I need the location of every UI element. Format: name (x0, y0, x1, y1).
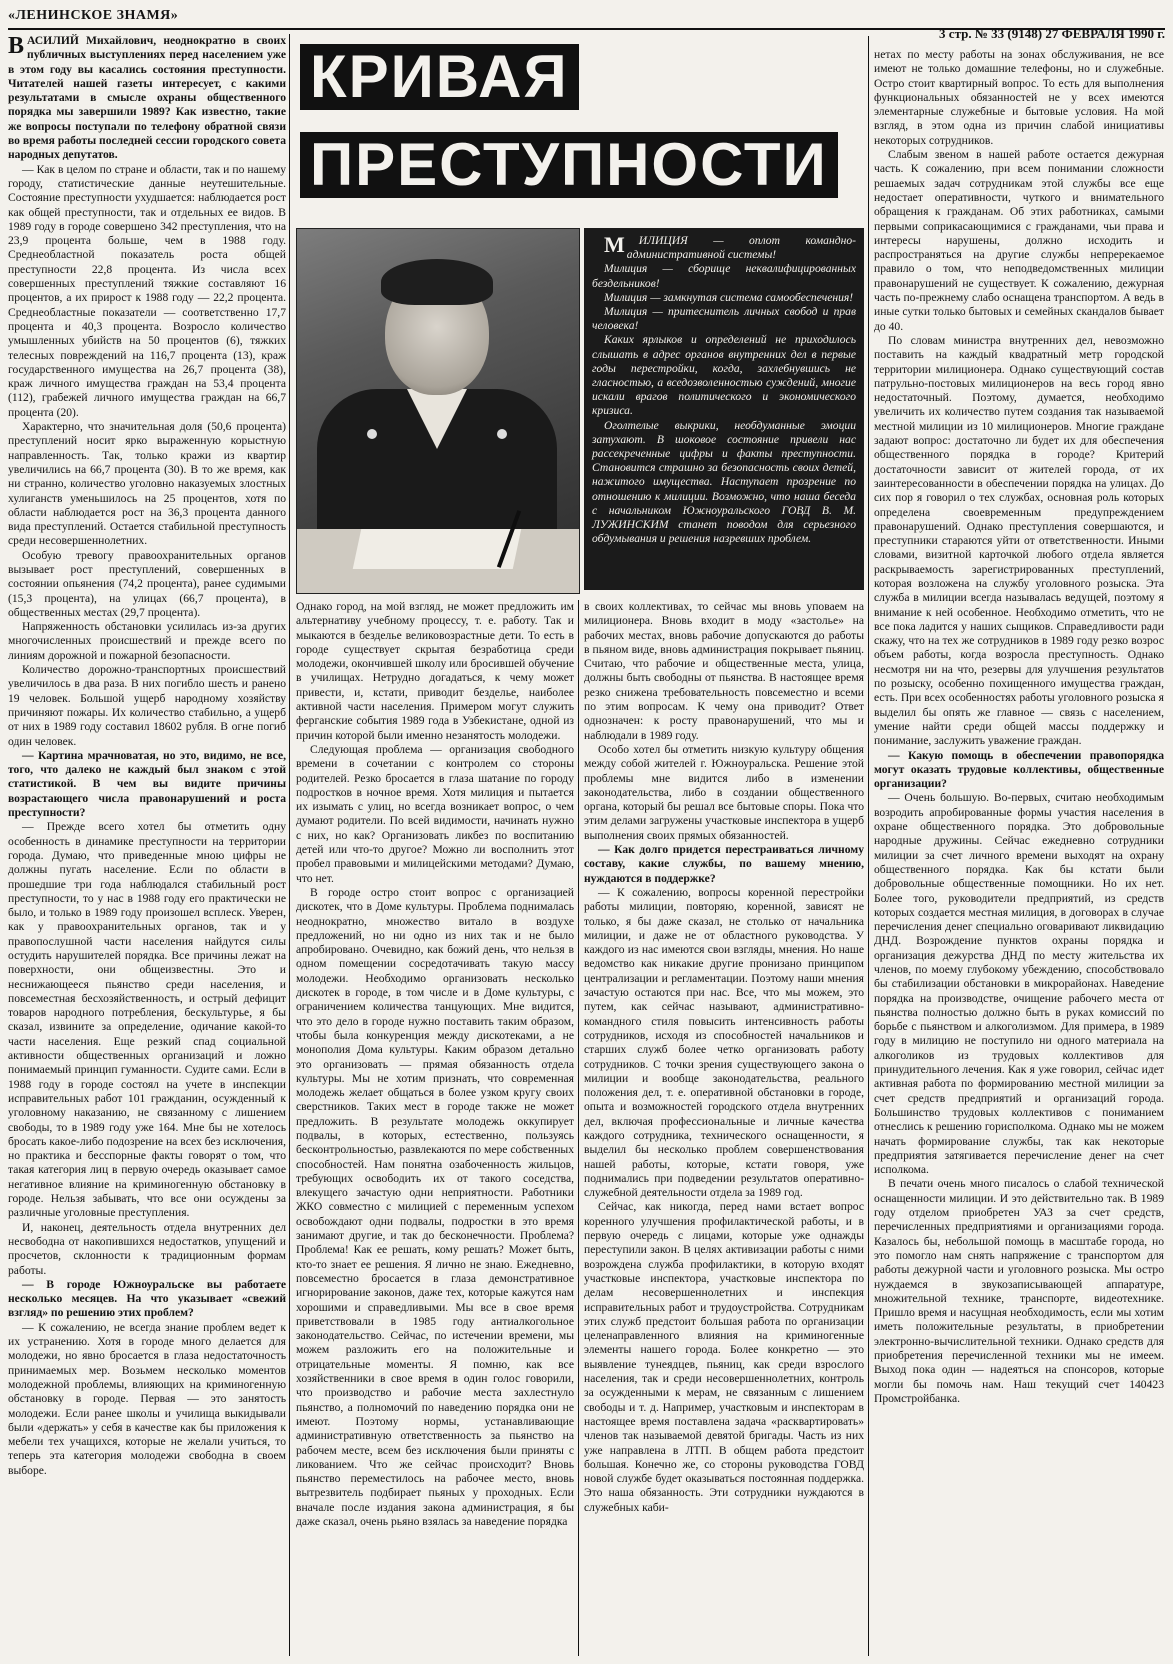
intro-paragraph: Милиция — притеснитель личных свобод и прав человека! (592, 305, 856, 333)
lead-dropcap: В (8, 34, 25, 59)
body-paragraph: По словам министра внутренних дел, невозможно поставить на каждый квадратный метр городской территории милиционера. Однако существующий состав патрульно-постовых милиционеров на весь город явно недостаточный. Поэтому, думается, необходимо увеличить их количество путем создания так называемой местной милиции из 10 милиционеров. Многие граждане задают вопрос: достаточно ли будет их для обеспечения общественного порядка в городе? Критерий достаточности зависит от жителей города, от их заинтересованности в обеспечении порядка на улицах. До сих пор я говорил о тех службах, основная роль которых определена своевременным предупреждением правонарушений. Однако преступления совершаются, и преступники стараются уйти от ответственности. Иными словами, визитной карточкой любого отдела является раскрываемость зарегистрированных преступлений, которая возложена на службу уголовного розыска. Эта служба в милиции всегда называлась ведущей, поэтому я внимание к ней особенное. Необходимо отметить, что не все пока ладится у наших сыщиков. Справедливости ради скажу, что на тех же сотрудников в 1989 году резко возрос объем работы, когда возросла преступность. Однако несмотря ни на что, резервы для улучшения результатов по розыску, особенно похищенного имущества граждан, есть. При всех особенностях работы уголовного розыска я выделил бы опять же главное — связь с населением, умение найти среди общей массы поддержку и понимание, заслужить уважение граждан. (874, 333, 1164, 748)
headline-line-2: ПРЕСТУПНОСТИ (300, 132, 838, 198)
body-paragraph: Однако город, на мой взгляд, не может предложить им альтернативу учебному процессу, т. е. работу. Так и мыкаются в безделье великовозрастные дети. То есть в городе существует скрытая безработица среди молодежи, окончившей школу или бросившей обучение в училищах. Нетрудно догадаться, к чему может привести, и, кстати, приводит безделье, наиболее активной части населения. Примером могут служить ферганские события 1989 года в Узбекистане, одной из причин которой были именно незанятость молодежи. (296, 600, 574, 742)
article-column-1 (8, 34, 286, 1654)
body-paragraph: — Прежде всего хотел бы отметить одну особенность в динамике преступности на территории города. Думаю, что приведенные мною цифры не должны пугать население. Если по области в прошедшие три года наблюдался стабильный рост преступности, то у нас в 1988 году его практически не было, и только в 1989 году произошел всплеск. Уверен, как у правоохранительных органов, так и у правопослушной части населения найдутся силы остудить нарушителей порядка. Все причины лежат на поверхности, они общеизвестны. Это и неснижающееся пьянство среди населения, и повсеместная бесхозяйственность, и острый дефицит товаров народного потребления, бескультурье, я бы сказал, извините за определение, одичание какой-то части населения. Еще резкий спад социальной активности общественных организаций и ложно понимаемый принцип гуманности. Судите сами. Если в 1988 году в городе состоял на учете в инспекции исправительных работ 101 гражданин, осужденный к уголовному наказанию, не связанному с лишением свободы, то в 1989 году уже 164. Мне бы не хотелось бросать какое-либо подозрение на всех без исключения, но практика и бесспорные факты говорят о том, что такая категория лиц в первую очередь оказывает самое негативное влияние на криминогенную обстановку в городе. Нельзя забывать, что все они осуждены за различные уголовные преступления. (8, 820, 286, 1220)
body-paragraph: Напряженность обстановки усилилась из-за других многочисленных происшествий и прежде всего по линиям дорожной и пожарной безопасности. (8, 620, 286, 662)
interview-question: — В городе Южноуральске вы работаете несколько месяцев. На что указывает «свежий взгляд» по решению этих проблем? (8, 1277, 286, 1320)
body-paragraph: Особо хотел бы отметить низкую культуру общения между собой жителей г. Южноуральска. Решение этой проблемы мне видится либо в изменении законодательства, либо в создании общественного органа, который бы решал все бытовые споры. Пока что этим делами загружены участковые инспектора в ущерб выполнения своих прямых обязанностей. (584, 742, 864, 842)
intro-paragraph: М ИЛИЦИЯ — оплот командно-административной системы! (592, 234, 856, 262)
body-paragraph: — Как в целом по стране и области, так и по нашему городу, статистические данные неутешительные. Состояние преступности ухудшается: наблюдается рост как общей преступности, так и отдельных ее видов. В 1989 году в городе совершено 342 преступления, что на 23,9 процента больше, чем в 1988 году. Среднеобластной показатель роста общей преступности 22,8 процента. Из числа всех совершенных преступлений тяжкие составляют 16 процентов, а их прирост к 1988 году — 22,2 процента. Среднеобластные показатели — соответственно 17,7 процента и 40,3 процента. Возросло количество умышленных убийств на 50 процентов (6), тяжких телесных повреждений на 116,7 процента (13), краж государственного имущества на 26,7 процента (38), краж личного имущества граждан на 53,4 процента (112), грабежей личного имущества граждан на 66,7 процента (20). (8, 162, 286, 419)
paper-name: «ЛЕНИНСКОЕ ЗНАМЯ» (8, 8, 179, 23)
interview-question: — Картина мрачноватая, но это, видимо, не все, того, что далеко не каждый был знаком с этой статистикой. В чем вы видите причины возрастающего числа правонарушений и роста преступности? (8, 748, 286, 820)
hair-shape (381, 259, 493, 305)
body-paragraph: Характерно, что значительная доля (50,6 процента) преступлений носит ярко выраженную корыстную направленность. Так, только кражи из квартир увеличились на 66,7 процента (30). В то же время, как ни странно, количество уголовно наказуемых злостных хулиганств уменьшилось на 25 процентов, хотя по области наблюдается рост на 36,3 процента данного вида преступлений. Остается стабильной преступность среди несовершеннолетних. (8, 420, 286, 548)
intro-paragraph: Оголтелые выкрики, необдуманные эмоции затухают. В шоковое состояние привели нас рассекреченные цифры и факты преступности. Становится страшно за безопасность своих детей, нажитого имущества. Наступает прозрение по отношению к милиции. Возможно, что наша беседа с начальником Южноуральского ГОВД В. М. ЛУЖИНСКИМ станет поводом для серьезного обдумывания и решения назревших проблем. (592, 418, 856, 546)
intro-paragraph: Каких ярлыков и определений не приходилось слышать в адрес органов внутренних дел в первые годы перестройки, когда, захлебнувшись не гласностью, а вседозволенностью суждений, многие искали врагов политического и экономического кризиса. (592, 333, 856, 418)
body-paragraph: И, наконец, деятельность отдела внутренних дел несвободна от накопившихся недостатков, упущений и просчетов, склонности к традиционным формам работы. (8, 1220, 286, 1277)
body-paragraph: Слабым звеном в нашей работе остается дежурная часть. К сожалению, при всем понимании сложности решаемых задач сотрудникам этой службы все еще недостает оперативности, чуткого и внимательного обращения к гражданам. Об этих работниках, самыми первыми соприкасающимися с гражданами, чьи права и интересы нарушены, должно исходить и распространяться на другие службы непререкаемое правило о том, что неподведомственных милиции правонарушений не существует. К сожалению, дежурная часть по-прежнему слабо оснащена транспортом. А ведь в иные сутки только бытовых и семейных скандалов бывает до 40. (874, 148, 1164, 333)
intro-paragraph: Милиция — замкнутая система самообеспечения! (604, 290, 854, 304)
lead-paragraph: ВАСИЛИЙ Михайлович, неоднократно в своих публичных выступлениях перед населением уже в этом году вы касались состояния преступности. Читателей нашей газеты интересует, с какими результатами в смысле охраны общественного порядка мы завершили 1989? Как известно, такие же вопросы поступали по телефону обратной связи во время работы последней сессии городского совета народных депутатов. (8, 34, 286, 162)
shoulder-star-icon (367, 429, 377, 439)
intro-dropcap: М (604, 232, 625, 257)
body-paragraph: Сейчас, как никогда, перед нами встает вопрос коренного улучшения профилактической работы, и в первую очередь с лицами, которые уже однажды переступили закон. В целях активизации работы с ними возрождена служба профилактики, в которую входят участковые инспектора, участковые инспектора по делам несовершеннолетних и инспекция исправительных работ и трудоустройства. Сотрудникам этих служб предстоит большая работа по организации целенаправленного влияния на криминогенные элементы нашего города. Более конкретно — это выявление тунеядцев, пьяниц, как среди взрослого населения, так и среди несовершеннолетних, контроль за осужденными к мерам, не связанным с лишением свободы и т. д. Например, участковым и инспекторам в настоящее время поставлена задача «расквартировать» членов так называемой девятой бригады. Часть из них уже направлена в ЛТП. В общем работа предстоит большая. Конечно же, со стороны руководства ГОВД новой службе будет оказываться постоянная поддержка. Это наша обязанность. Эти сотрудники нуждаются в служебных каби- (584, 1200, 864, 1514)
body-paragraph: Количество дорожно-транспортных происшествий увеличилось в два раза. В них погибло шесть и ранено 19 человек. Большой ущерб народному хозяйству причиняют пожары. Их количество стабильно, а ущерб от них в 1989 году составил 18602 рубля. В огне погиб один человек. (8, 663, 286, 748)
article-column-4 (874, 48, 1164, 1656)
column-divider (868, 36, 869, 1656)
column-divider (289, 34, 290, 1656)
column-divider (578, 600, 579, 1656)
body-paragraph: Следующая проблема — организация свободного времени в сочетании с контролем со стороны родителей. Резко бросается в глаза шатание по городу подростков в ночное время. Хотя милиция и пытается их изымать с улиц, но всегда возникает вопрос, о чем думают родители. По всей видимости, начинать нужно с них, но как? Организовать ликбез по воспитанию детей или что-то другое? Можно ли восполнить этот пробел правовыми и милицейскими методами? Думаю, что нет. (296, 742, 574, 885)
intro-paragraph: Милиция — сборище неквалифицированных бездельников! (592, 262, 856, 290)
shoulder-star-icon (497, 429, 507, 439)
body-paragraph: нетах по месту работы на зонах обслуживания, не все имеют не только домашние телефоны, но и служебные. Остро стоит квартирный вопрос. То есть для выполнения функциональных обязанностей не у всех имеются элементарные служебные и бытовые условия. На мой взгляд, в этом одна из причин слабой инициативы некоторых сотрудников. (874, 48, 1164, 147)
interview-question: — Какую помощь в обеспечении правопорядка могут оказать трудовые коллективы, общественные организации? (874, 748, 1164, 791)
body-paragraph: в своих коллективах, то сейчас мы вновь уповаем на милиционера. Вновь входит в моду «застолье» на рабочих местах, вновь рабочие допускаются до работы в пьяном виде, вновь администрация покрывает пьяниц. Считаю, что рабочие и общественные места, улица, должны быть свободны от пьянства. В настоящее время резко снижена требовательность повсеместно и всеми по этим вопросам. К чему она приводит? Ответ однозначен: к росту правонарушений, что мы и наблюдали в 1989 году. (584, 600, 864, 742)
article-column-2 (296, 600, 574, 1656)
body-paragraph: — К сожалению, не всегда знание проблем ведет к их устранению. Хотя в городе много делается для молодежи, но явно бросается в глаза недостаточность принимаемых мер. Возьмем несколько моментов молодежной проблемы, влияющих на криминогенную обстановку в городе. Первая — это занятость молодежи. Если ранее школы и училища выкидывали были «держать» у себя в качестве как бы приложения к мебели тех учащихся, которые не желали учиться, то теперь эта категория молодежи свободна в своем выборе. (8, 1320, 286, 1477)
body-paragraph: — Очень большую. Во-первых, считаю необходимым возродить апробированные формы участия населения в охране общественного порядка. Это добровольные народные дружины. Сейчас ежедневно сотрудники милиции за счет личного времени выходят на охрану общественного порядка. Как бы кстати были добровольные общественные помощники. Но их нет. Более того, руководители предприятий, из средств которых создается местная милиция, в договорах в случае перечисления денег специально оговаривают ликвидацию ДНД. Возрождение пунктов охраны порядка и организация дежурства ДНД по месту жительства их членов, по моему глубокому убеждению, способствовало бы стабилизации обстановки в микрорайонах. Наведение порядка на производстве, очищение рабочего места от пьянства полностью должно быть в руках комиссий по борьбе с пьянством и алкоголизмом. Для примера, в 1989 году в милицию не поступило ни одного материала на алкоголиков из трудовых коллективов для принудительного лечения. Как я уже говорил, сейчас идет активная работа по формированию местной милиции за счет средств предприятий и организаций города. Большинство трудовых коллективов с пониманием отнеслись к решению горисполкома. Однако мы не можем начать формирование службы, так как некоторые предприятия затягивается перечисление денег на счет исполкома. (874, 791, 1164, 1177)
body-paragraph: В городе остро стоит вопрос с организацией дискотек, что в Доме культуры. Проблема поднималась неоднократно, множество витало в воздухе предложений, но ни одно из них так и не было апробировано. Очевидно, как божий день, что нельзя в одном помещении сосредотачивать такую массу молодежи. Необходимо организовать несколько дискотек в городе, в том числе и в Доме культуры, с ограничением количества танцующих. Мне видится, что это дело в городе нужно поставить таким образом, чтобы была конкуренция между дискотеками, а не монополия Дома культуры. Каким образом детально это организовать — прямая обязанность отдела культуры. Мы не хотим признать, что современная молодежь желает общаться в более узком кругу своих сверстников. Таких мест в городе также не может предложить. В результате молодежь оккупирует подвалы, в которых, естественно, пользуясь бесконтрольностью, развлекаются по мере собственных способностей. Нам понятна озабоченность жильцов, требующих освободить их от такого соседства, влекущего зачастую одни неприятности. Работники ЖКО совместно с милицией с переменным успехом освобождают одни подвалы, подростки в это время занимают другие, и так до бесконечности. Проблема? Проблема! Как ее решать, кому решать? Может быть, кто-то знает ее решения. Я лично не знаю. Ежедневно, повсеместно бросается в глаза демонстративное игнорирование законов, даже тех, которые кажутся нам хорошими и справедливыми. Мы все в свое время приветствовали в 1985 году антиалкогольное законодательство. Сейчас, по истечении времени, мы можем разложить его на положительные и отрицательные моменты. Я помню, как все хозяйственники в свое время в один голос говорили, что производство и рабочие места захлестнуло пьянство, а полномочий по наведению порядка они не имеют. Поэтому нормы, устанавливающие административную ответственность за пьянство на рабочем месте, всем без исключения были приняты с ликованием. Что же сейчас происходит? Вновь пьянство переместилось на рабочее место, вновь вытрезвитель подбирает пьяных у проходных. Если вначале после издания закона администрация, я бы даже сказал, очень рьяно взялась за наведение порядка (296, 885, 574, 1528)
paper-sheet-shape (353, 529, 522, 569)
headline-line-1: КРИВАЯ (300, 44, 579, 110)
body-paragraph: — К сожалению, вопросы коренной перестройки работы милиции, повторяю, коренной, зависят не только, я бы даже сказал, не столько от начальника милиции, и даже не от областного руководства. У каждого из нас имеются свои взгляды, мнения. Но наше ведомство как никакие другие пронизано принципом централизации и регламентации. Поэтому наши мнения зачастую остаются при нас. Все, что мы можем, это путем, как сейчас называют, административно-командного стиля повысить интенсивность работы сотрудников, исходя из способностей начальников и старших служб более четко организовать работу сотрудников. С точки зрения существующего закона о милиции и вообще законодательства, реального положения дел, т. е. оперативной обстановки в городе, опыта и возможностей городского отдела внутренних дел, включая профессиональные и личные качества каждого сотрудника, технического оснащенности, я выделил бы несколько проблем совершенствования нашей работы, которые, кстати говоря, уже поднимались при подведении результатов оперативно-служебной деятельности отдела за 1989 год. (584, 885, 864, 1200)
interview-question: — Как долго придется перестраиваться личному составу, какие службы, по вашему мнению, нуждаются в поддержке? (584, 843, 864, 885)
intro-box (584, 228, 864, 590)
portrait-photo (296, 228, 580, 594)
headline (296, 36, 866, 206)
body-paragraph: В печати очень много писалось о слабой технической оснащенности милиции. И это действительно так. В 1989 году отделом приобретен УАЗ за счет средств, перечисленных предприятиями и организациями города. Казалось бы, небольшой помощь в масштабе города, но это помогло нам снять напряжение с транспортом для работы дежурной части и уголовного розыска. Мы остро нуждаемся в звукозаписывающей аппаратуре, множительной технике, транспорте, видеотехнике. Пришло время и насущная необходимость, если мы хотим иметь положительные результаты, в приобретении электронно-вычислительной техники. Однако средств для приобретения перечисленной техники мы не имеем. Выход пока один — надеяться на спонсоров, которые могли бы помочь нам. Наш текущий счет 140423 Промстройбанка. (874, 1177, 1164, 1405)
issue-info: 3 стр. № 33 (9148) 27 ФЕВРАЛЯ 1990 г. (939, 26, 1165, 41)
body-paragraph: Особую тревогу правоохранительных органов вызывает рост преступлений, совершенных в состоянии опьянения (74,2 процента), ранее судимыми (15,3 процента), на улицах (66,7 процента), в общественных местах (29,7 процента). (8, 548, 286, 619)
article-column-3 (584, 600, 864, 1656)
